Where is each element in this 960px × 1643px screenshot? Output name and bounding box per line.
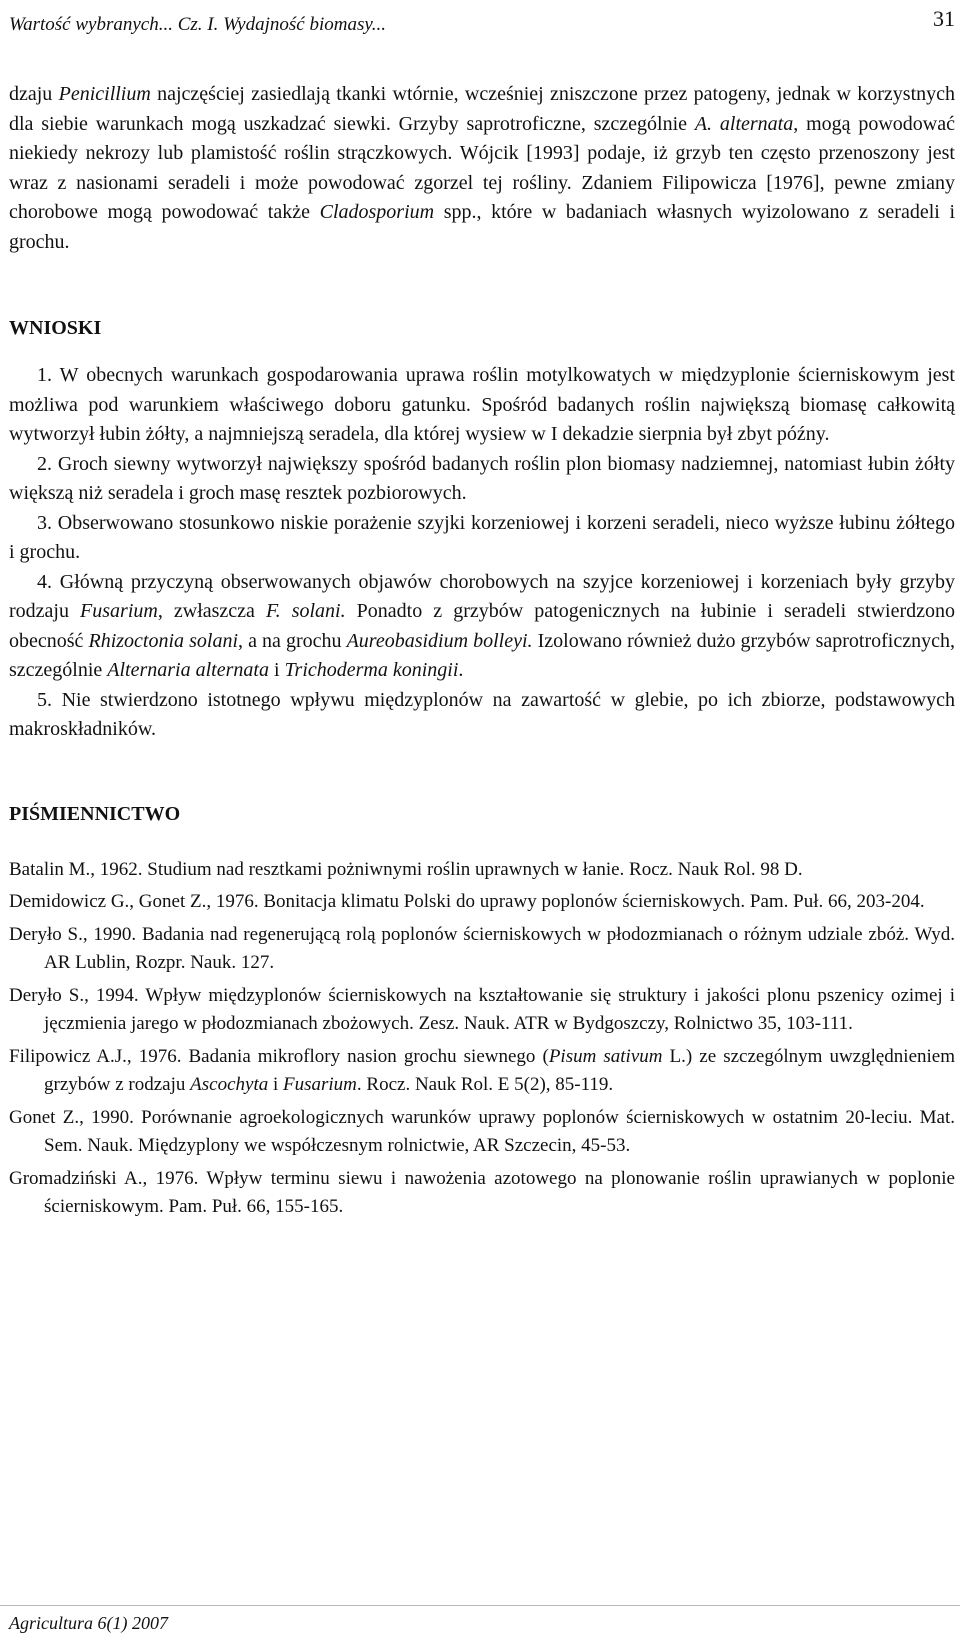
conclusions-heading: WNIOSKI — [9, 317, 102, 339]
text-run: i — [268, 1074, 283, 1095]
text-run: Batalin M., 1962. Studium nad resztkami pożniwnymi roślin uprawnych w łanie. Rocz. Nauk Rol. 98 D. — [9, 858, 803, 880]
conclusion-item — [9, 509, 955, 568]
page-header — [9, 6, 955, 40]
conclusion-item — [9, 686, 955, 745]
conclusion-item — [9, 568, 955, 686]
journal-footer: Agricultura 6(1) 2007 — [9, 1613, 168, 1633]
reference-item — [9, 921, 955, 978]
text-run: Izolowano również dużo grzybów saprotroficznych, szczególnie — [9, 629, 955, 681]
text-run: . — [458, 659, 464, 681]
italic-term: F. solani. — [266, 600, 346, 622]
italic-term: Trichoderma koningii — [284, 659, 459, 681]
italic-term: A. alternata — [694, 112, 794, 135]
text-run: dzaju — [9, 83, 59, 105]
italic-term: Aureobasidium bolleyi. — [346, 629, 533, 652]
text-run: Deryło S., 1990. Badania nad regenerującą rolą poplonów ścierniskowych w płodozmianach o różnym udziale zbóż. Wyd. AR Lublin, Rozpr. Nauk. 127. — [9, 923, 955, 973]
italic-term: Ascochyta — [190, 1074, 269, 1095]
text-run: , zwłaszcza — [157, 600, 266, 622]
text-run: Ponadto z grzybów patogenicznych na łubinie i seradeli stwierdzono obecność — [9, 600, 955, 652]
italic-term: Penicillium — [58, 83, 151, 105]
text-run: Deryło S., 1994. Wpływ międzyplonów ścierniskowych na kształtowanie się struktury i jakości plonu pszenicy ozimej i jęczmienia jarego w płodozmianach zbożowych. Zesz. Nauk. ATR w Bydgoszczy, Rolnictwo 35, 103-111. — [9, 984, 955, 1034]
reference-item — [9, 1165, 955, 1222]
text-run: Filipowicz A.J., 1976. Badania mikroflory nasion grochu siewnego ( — [9, 1045, 549, 1067]
text-run: spp., które w badaniach własnych wyizolowano z seradeli i grochu. — [9, 201, 956, 253]
reference-item — [9, 1104, 955, 1161]
page-number: 31 — [933, 6, 955, 31]
text-run: , a na grochu — [238, 629, 347, 652]
reference-item — [9, 1043, 955, 1100]
text-run: 5. Nie stwierdzono istotnego wpływu międzyplonów na zawartość w glebie, po ich zbiorze, podstawowych makroskładników. — [9, 688, 955, 740]
italic-term: Rhizoctonia solani — [88, 629, 238, 652]
article-body — [9, 80, 955, 1226]
text-run: 4. Główną przyczyną obserwowanych objawów chorobowych na szyjce korzeniowej i korzeniach były grzyby rodzaju — [9, 570, 955, 622]
running-title: Wartość wybranych... Cz. I. Wydajność biomasy... — [9, 14, 386, 35]
reference-item — [9, 856, 955, 885]
italic-term: Alternaria alternata — [107, 659, 269, 681]
text-run: i — [268, 659, 285, 681]
italic-term: Pisum sativum — [548, 1045, 663, 1067]
body-paragraph — [9, 80, 955, 257]
text-run: Gromadziński A., 1976. Wpływ terminu siewu i nawożenia azotowego na plonowanie roślin uprawianych w poplonie ścierniskowym. Pam. Puł. 66, 155-165. — [9, 1167, 955, 1217]
text-run: 2. Groch siewny wytworzył największy spośród badanych roślin plon biomasy nadziemnej, natomiast łubin żółty większą niż seradela i groch masę resztek pozbiorowych. — [9, 452, 955, 504]
text-run: . Rocz. Nauk Rol. E 5(2), 85-119. — [356, 1074, 614, 1095]
italic-term: Fusarium — [80, 600, 158, 622]
conclusions-list — [9, 361, 955, 745]
text-run: 1. W obecnych warunkach gospodarowania uprawa roślin motylkowatych w międzyplonie ścierniskowym jest możliwa pod warunkiem właściwego doboru gatunku. Spośród badanych roślin największą biomasę całkowitą wytworzył łubin żółty, a najmniejszą seradela, dla której wysiew w I dekadzie sierpnia był zbyt późny. — [9, 364, 955, 445]
italic-term: Cladosporium — [319, 201, 435, 223]
italic-term: Fusarium — [283, 1074, 357, 1095]
conclusion-item — [9, 361, 955, 450]
footer-divider — [0, 1605, 960, 1606]
text-run: Gonet Z., 1990. Porównanie agroekologicznych warunków uprawy poplonów ścierniskowych w ostatnim 20-leciu. Mat. Sem. Nauk. Międzyplony we współczesnym rolnictwie, AR Szczecin, 45-53. — [9, 1106, 955, 1156]
conclusion-item — [9, 450, 955, 509]
reference-item — [9, 982, 955, 1039]
text-run: , mogą powodować niekiedy nekrozy lub plamistość roślin strączkowych. Wójcik [1993] podaje, iż grzyb ten często przenoszony jest wraz z nasionami seradeli i może powodować zgorzel tej rośliny. Zdaniem Filipowicza [1976], pewne zmiany chorobowe mogą powodować także — [9, 112, 955, 223]
text-run: L.) ze szczególnym uwzględnieniem grzybów z rodzaju — [44, 1045, 956, 1095]
text-run: 3. Obserwowano stosunkowo niskie porażenie szyjki korzeniowej i korzeni seradeli, nieco wyższe łubinu żółtego i grochu. — [9, 511, 955, 563]
reference-item — [9, 888, 955, 917]
references-heading: PIŚMIENNICTWO — [9, 802, 181, 825]
references-list — [9, 856, 955, 1222]
text-run: Demidowicz G., Gonet Z., 1976. Bonitacja klimatu Polski do uprawy poplonów ścierniskowych. Pam. Puł. 66, 203-204. — [9, 891, 925, 912]
text-run: najczęściej zasiedlają tkanki wtórnie, wcześniej zniszczone przez patogeny, jednak w korzystnych dla siebie warunkach mogą uszkadzać siewki. Grzyby saprotroficzne, szczególnie — [9, 83, 955, 135]
